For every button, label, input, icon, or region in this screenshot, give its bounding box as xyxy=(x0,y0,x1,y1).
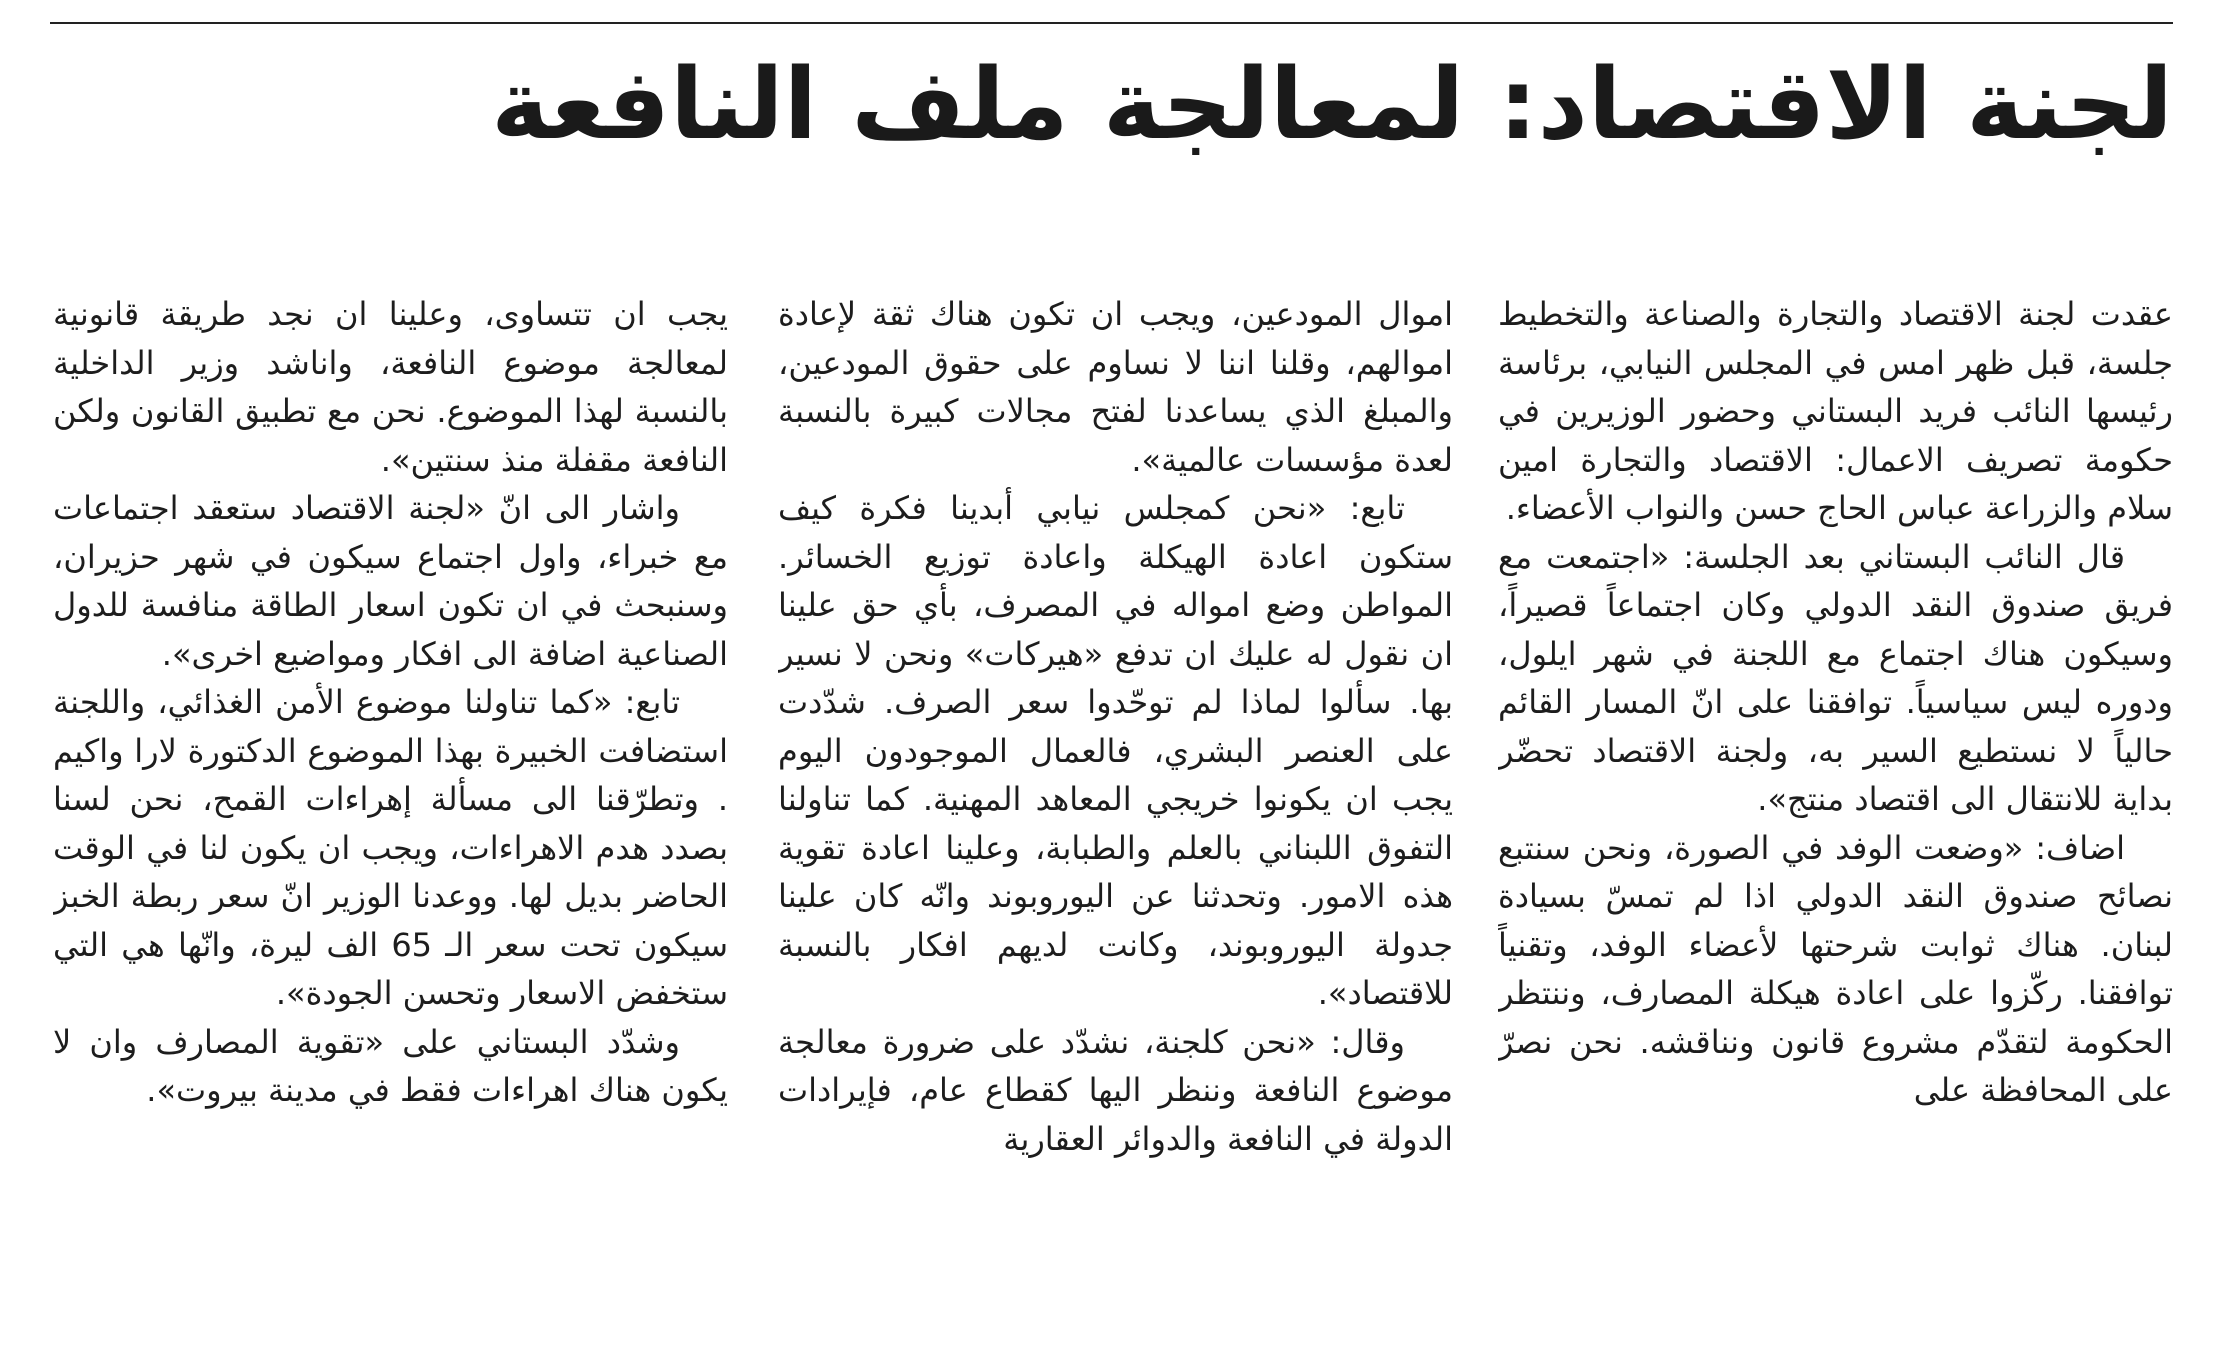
paragraph: اضاف: «وضعت الوفد في الصورة، ونحن سنتبع نصائح صندوق النقد الدولي اذا لم تمسّ بسيادة لبنان. هناك ثوابت شرحتها لأعضاء الوفد، وتقنياً توافقنا. ركّزوا على اعادة هيكلة المصارف، وننتظر الحكومة لتقدّم مشروع قانون ونناقشه. نحن نصرّ على المحافظة على xyxy=(1498,828,2173,1109)
article-column-1 xyxy=(1498,290,2173,1330)
article-column-3 xyxy=(53,290,728,1330)
top-rule xyxy=(50,22,2173,24)
article-body xyxy=(50,290,2173,1330)
paragraph: اموال المودعين، ويجب ان تكون هناك ثقة لإعادة اموالهم، وقلنا اننا لا نساوم على حقوق المودعين، والمبلغ الذي يساعدنا لفتح مجالات كبيرة بالنسبة لعدة مؤسسات عالمية». xyxy=(778,295,1453,479)
paragraph: وقال: «نحن كلجنة، نشدّد على ضرورة معالجة موضوع النافعة وننظر اليها كقطاع عام، فإيرادات الدولة في النافعة والدوائر العقارية xyxy=(778,1022,1453,1158)
article-column-2 xyxy=(778,290,1453,1330)
paragraph: وشدّد البستاني على «تقوية المصارف وان لا يكون هناك اهراءات فقط في مدينة بيروت». xyxy=(53,1022,728,1109)
paragraph: عقدت لجنة الاقتصاد والتجارة والصناعة والتخطيط جلسة، قبل ظهر امس في المجلس النيابي، برئاسة رئيسها النائب فريد البستاني وحضور الوزيرين في حكومة تصريف الاعمال: الاقتصاد والتجارة امين سلام والزراعة عباس الحاج حسن والنواب الأعضاء. xyxy=(1498,295,2173,527)
paragraph: تابع: «كما تناولنا موضوع الأمن الغذائي، واللجنة استضافت الخبيرة بهذا الموضوع الدكتورة لارا واكيم . وتطرّقنا الى مسألة إهراءات القمح، نحن لسنا بصدد هدم الاهراءات، ويجب ان يكون لنا في الوقت الحاضر بديل لها. ووعدنا الوزير انّ سعر ربطة الخبز سيكون تحت سعر الـ 65 الف ليرة، وانّها هي التي ستخفض الاسعار وتحسن الجودة». xyxy=(53,683,728,1012)
paragraph: يجب ان تتساوى، وعلينا ان نجد طريقة قانونية لمعالجة موضوع النافعة، واناشد وزير الداخلية بالنسبة لهذا الموضوع. نحن مع تطبيق القانون ولكن النافعة مقفلة منذ سنتين». xyxy=(53,295,728,479)
headline: لجنة الاقتصاد: لمعالجة ملف النافعة xyxy=(491,48,2173,162)
paragraph: تابع: «نحن كمجلس نيابي أبدينا فكرة كيف ستكون اعادة الهيكلة واعادة توزيع الخسائر. المواطن وضع امواله في المصرف، بأي حق علينا ان نقول له عليك ان تدفع «هيركات» ونحن لا نسير بها. سألوا لماذا لم توحّدوا سعر الصرف. شدّدت على العنصر البشري، فالعمال الموجودون اليوم يجب ان يكونوا خريجي المعاهد المهنية. كما تناولنا التفوق اللبناني بالعلم والطبابة، وعلينا اعادة تقوية هذه الامور. وتحدثنا عن اليوروبوند وانّه كان علينا جدولة اليوروبوند، وكانت لديهم افكار بالنسبة للاقتصاد». xyxy=(778,489,1453,1012)
paragraph: قال النائب البستاني بعد الجلسة: «اجتمعت مع فريق صندوق النقد الدولي وكان اجتماعاً قصيراً، وسيكون هناك اجتماع مع اللجنة في شهر ايلول، ودوره ليس سياسياً. توافقنا على انّ المسار القائم حالياً لا نستطيع السير به، ولجنة الاقتصاد تحضّر بداية للانتقال الى اقتصاد منتج». xyxy=(1498,537,2173,818)
paragraph: واشار الى انّ «لجنة الاقتصاد ستعقد اجتماعات مع خبراء، واول اجتماع سيكون في شهر حزيران، وسنبحث في ان تكون اسعار الطاقة منافسة للدول الصناعية اضافة الى افكار ومواضيع اخرى». xyxy=(53,489,728,673)
